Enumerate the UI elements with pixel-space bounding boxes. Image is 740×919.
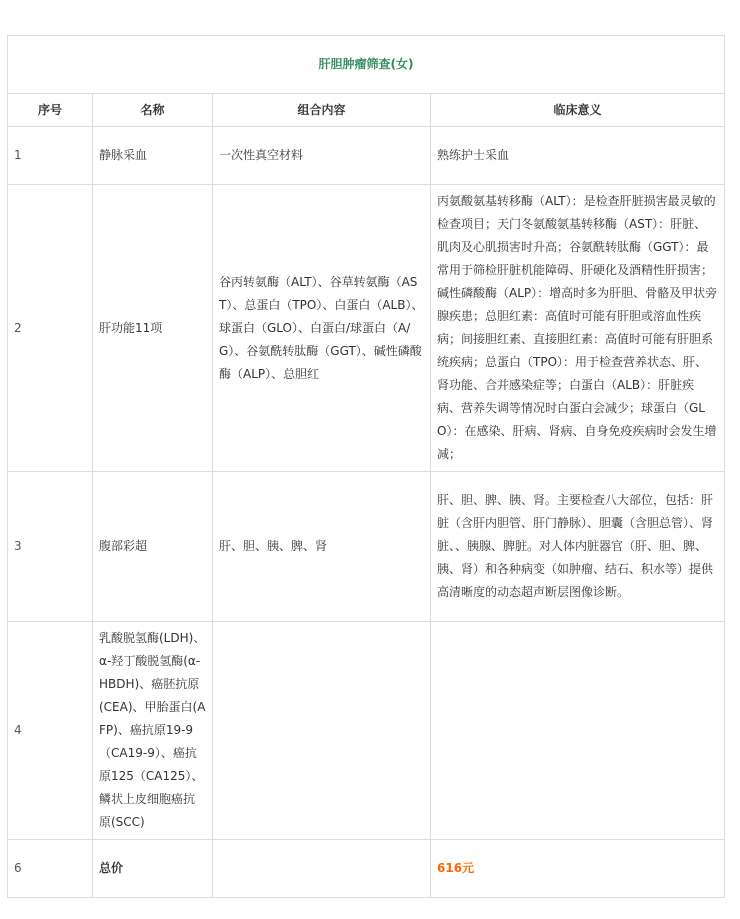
row-content: 肝、胆、胰、脾、肾 (213, 472, 431, 622)
row-content (213, 840, 431, 898)
header-meaning: 临床意义 (431, 94, 725, 127)
table-row (8, 185, 725, 472)
total-row (8, 840, 725, 898)
header-name: 名称 (93, 94, 213, 127)
row-name: 肝功能11项 (93, 185, 213, 472)
row-meaning (431, 622, 725, 840)
table-row (8, 472, 725, 622)
row-content: 谷丙转氨酶（ALT）、谷草转氨酶（AST）、总蛋白（TPO）、白蛋白（ALB）、球蛋白（GLO）、白蛋白/球蛋白（A/G）、谷氨酰转肽酶（GGT）、碱性磷酸酶（ALP）、总胆红 (213, 185, 431, 472)
row-content (213, 622, 431, 840)
row-meaning: 肝、胆、脾、胰、肾。主要检查八大部位，包括：肝脏（含肝内胆管、肝门静脉）、胆囊（含胆总管）、肾脏、、胰腺、脾脏。对人体内脏器官（肝、胆、脾、胰、肾）和各种病变（如肿瘤、结石、积水等）提供高清晰度的动态超声断层图像诊断。 (431, 472, 725, 622)
row-index: 6 (8, 840, 93, 898)
row-index: 2 (8, 185, 93, 472)
row-name: 腹部彩超 (93, 472, 213, 622)
header-content: 组合内容 (213, 94, 431, 127)
table-row (8, 622, 725, 840)
row-name: 静脉采血 (93, 127, 213, 185)
row-index: 1 (8, 127, 93, 185)
header-row (8, 94, 725, 127)
row-index: 3 (8, 472, 93, 622)
row-content: 一次性真空材料 (213, 127, 431, 185)
row-meaning: 熟练护士采血 (431, 127, 725, 185)
row-name: 乳酸脱氢酶(LDH)、α-羟丁酸脱氢酶(α-HBDH)、癌胚抗原(CEA)、甲胎蛋白(AFP)、癌抗原19-9（CA19-9）、癌抗原125（CA125）、鳞状上皮细胞癌抗原(SCC) (93, 622, 213, 840)
header-index: 序号 (8, 94, 93, 127)
table-title: 肝胆肿瘤筛查(女) (8, 36, 725, 94)
package-table (7, 35, 725, 898)
row-meaning: 丙氨酸氨基转移酶（ALT）：是检查肝脏损害最灵敏的检查项目；天门冬氨酸氨基转移酶（AST）：肝脏、肌肉及心肌损害时升高；谷氨酰转肽酶（GGT）：最常用于筛检肝脏机能障碍、肝硬化及酒精性肝损害；碱性磷酸酶（ALP）：增高时多为肝胆、骨骼及甲状旁腺疾患；总胆红素：高值时可能有肝胆或溶血性疾病；间接胆红素、直接胆红素：高值时可能有肝胆系统疾病；总蛋白（TPO）：用于检查营养状态、肝、肾功能、合并感染症等；白蛋白（ALB）：肝脏疾病、营养失调等情况时白蛋白会减少；球蛋白（GLO）：在感染、肝病、肾病、自身免疫疾病时会发生增减； (431, 185, 725, 472)
total-label: 总价 (93, 840, 213, 898)
row-index: 4 (8, 622, 93, 840)
table-row (8, 127, 725, 185)
total-price: 616元 (431, 840, 725, 898)
